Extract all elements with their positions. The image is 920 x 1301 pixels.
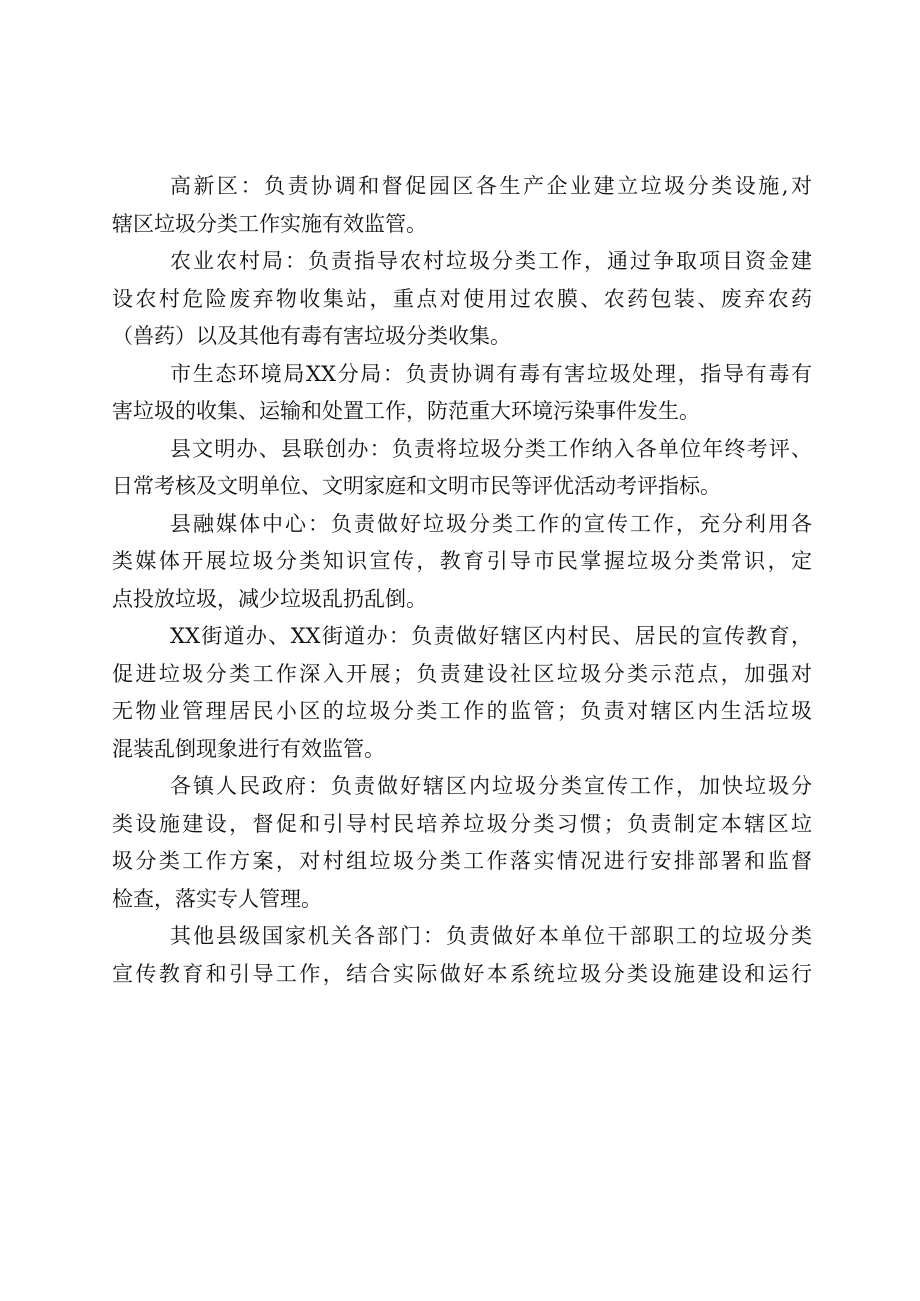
paragraph-civilization-office (112, 431, 812, 506)
paragraph-line: 类媒体开展垃圾分类知识宣传，教育引导市民掌握垃圾分类常识，定 (112, 549, 812, 573)
paragraph-line: 设农村危险废弃物收集站，重点对使用过农膜、农药包装、废弃农药 (112, 286, 812, 311)
paragraph-line: 县文明办、县联创办：负责将垃圾分类工作纳入各单位年终考评、 (170, 436, 812, 461)
paragraph-line: XX街道办、XX街道办：负责做好辖区内村民、居民的宣传教育， (170, 624, 812, 648)
paragraph-line: 市生态环境局XX分局：负责协调有毒有害垃圾处理，指导有毒有 (170, 361, 812, 386)
paragraph-line: 类设施建设，督促和引导村民培养垃圾分类习惯；负责制定本辖区垃 (112, 811, 812, 836)
paragraph-line: （兽药）以及其他有毒有害垃圾分类收集。 (112, 324, 511, 348)
paragraph-line: 辖区垃圾分类工作实施有效监管。 (112, 211, 427, 236)
paragraph-line: 检查，落实专人管理。 (112, 886, 322, 911)
paragraph-town-governments (112, 768, 812, 918)
paragraph-line: 圾分类工作方案，对村组垃圾分类工作落实情况进行安排部署和监督 (112, 849, 812, 873)
paragraph-ecology-environment-bureau (112, 356, 812, 431)
paragraph-line: 各镇人民政府：负责做好辖区内垃圾分类宣传工作，加快垃圾分 (170, 774, 812, 798)
paragraph-line: 县融媒体中心：负责做好垃圾分类工作的宣传工作，充分利用各 (170, 511, 812, 536)
paragraph-line: 日常考核及文明单位、文明家庭和文明市民等评优活动考评指标。 (112, 474, 721, 498)
document-body (112, 168, 812, 993)
paragraph-line: 无物业管理居民小区的垃圾分类工作的监管；负责对辖区内生活垃圾 (112, 699, 812, 723)
paragraph-line: 促进垃圾分类工作深入开展；负责建设社区垃圾分类示范点，加强对 (112, 661, 812, 686)
paragraph-line: 农业农村局：负责指导农村垃圾分类工作，通过争取项目资金建 (170, 249, 812, 273)
paragraph-line: 其他县级国家机关各部门：负责做好本单位干部职工的垃圾分类 (170, 924, 812, 948)
paragraph-media-center (112, 506, 812, 619)
paragraph-street-offices (112, 618, 812, 768)
paragraph-line: 点投放垃圾，减少垃圾乱扔乱倒。 (112, 586, 427, 611)
paragraph-gaoxin-district (112, 168, 812, 243)
paragraph-other-departments (112, 918, 812, 993)
paragraph-agriculture-bureau (112, 243, 812, 356)
paragraph-line: 害垃圾的收集、运输和处置工作，防范重大环境污染事件发生。 (112, 399, 700, 423)
paragraph-line: 高新区：负责协调和督促园区各生产企业建立垃圾分类设施,对 (170, 174, 812, 198)
paragraph-line: 混装乱倒现象进行有效监管。 (112, 736, 385, 761)
paragraph-line: 宣传教育和引导工作，结合实际做好本系统垃圾分类设施建设和运行 (112, 961, 812, 986)
